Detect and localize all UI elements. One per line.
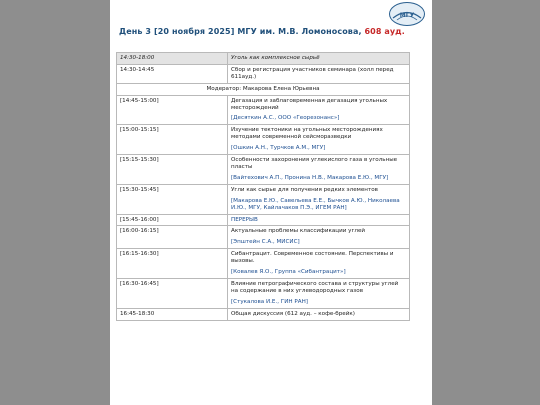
table-row [117,249,410,279]
talk-cell [228,278,410,308]
moderator-row [117,83,410,95]
talk-cell [228,184,410,214]
section-title: Уголь как комплексное сырьё [228,53,410,65]
talk-time: [16:00-16:15] [117,226,228,249]
discussion-row [117,308,410,320]
document-page [110,0,432,405]
talk-cell [228,125,410,155]
talk-authors: [Ошкин А.Н., Турчков А.М., МГУ] [231,145,326,152]
talk-cell [228,226,410,249]
msu-logo-icon [390,3,424,25]
talk-cell [228,155,410,185]
registration-row [117,64,410,83]
table-row [117,125,410,155]
moderator-text: Модератор: Макарова Елена Юрьевна [117,83,410,95]
talk-time: [15:00-15:15] [117,125,228,155]
day-heading-text: День 3 [20 ноября 2025] МГУ им. М.В. Ломоносова, [119,27,365,36]
talk-cell [228,249,410,279]
talk-time: [15:30-15:45] [117,184,228,214]
talk-title: Влияние петрографического состава и структуры углей на содержание в них углеводородных газов [231,280,399,294]
room-number: 608 ауд. [364,27,405,36]
talk-time: [15:15-15:30] [117,155,228,185]
discussion-text: Общая дискуссия (612 ауд. – кофе-брейк) [228,308,410,320]
msu-logo [389,2,425,26]
schedule-table [116,52,410,321]
talk-time: [16:30-16:45] [117,278,228,308]
talk-title: Актуальные проблемы классификации углей [231,228,366,235]
talk-authors: [Эпштейн С.А., МИСИС] [231,239,300,246]
day-heading [119,27,405,36]
talk-time: [16:15-16:30] [117,249,228,279]
break-label: ПЕРЕРЫВ [228,214,410,226]
talk-time: [14:45-15:00] [117,95,228,125]
msu-logo-text: МГУ [399,12,415,19]
table-row [117,184,410,214]
table-row [117,95,410,125]
talk-authors: [Стукалова И.Е., ГИН РАН] [231,298,308,305]
break-row [117,214,410,226]
talk-authors: [Вайтехович А.П., Пронина Н.В., Макарова Е.Ю., МГУ] [231,174,389,181]
talk-title: Особенности захоронения углекислого газа в угольные пласты [231,157,398,170]
talk-authors: [Десяткин А.С., ООО «Георезонанс»] [231,115,340,122]
talk-authors: [Ковалев Я.О., Группа «Сибантрацит»] [231,269,346,276]
table-row [117,278,410,308]
talk-title: Угли как сырье для получения редких элементов [231,186,378,193]
talk-title: Дегазация и заблаговременная дегазация угольных месторождений [231,97,388,111]
talk-authors: [Макарова Е.Ю., Савельева Е.Е., Бычков А.Ю., Николаева И.Ю., МГУ, Кайлачаков П.Э., ИГЕМ РАН] [231,197,400,211]
break-time: [15:45-16:00] [117,214,228,226]
registration-text: Сбор и регистрация участников семинара (холл перед 611ауд.) [228,64,410,83]
talk-cell [228,95,410,125]
section-time: 14:30-18:00 [117,53,228,65]
talk-title: Сибантрацит. Современное состояние. Перспективы и вызовы. [231,251,394,265]
registration-time: 14:30-14:45 [117,64,228,83]
discussion-time: 16:45-18:30 [117,308,228,320]
table-row [117,155,410,185]
talk-title: Изучение тектоники на угольных месторождениях методами современной сейсморазведки [231,127,383,141]
table-row [117,226,410,249]
section-row [117,53,410,65]
